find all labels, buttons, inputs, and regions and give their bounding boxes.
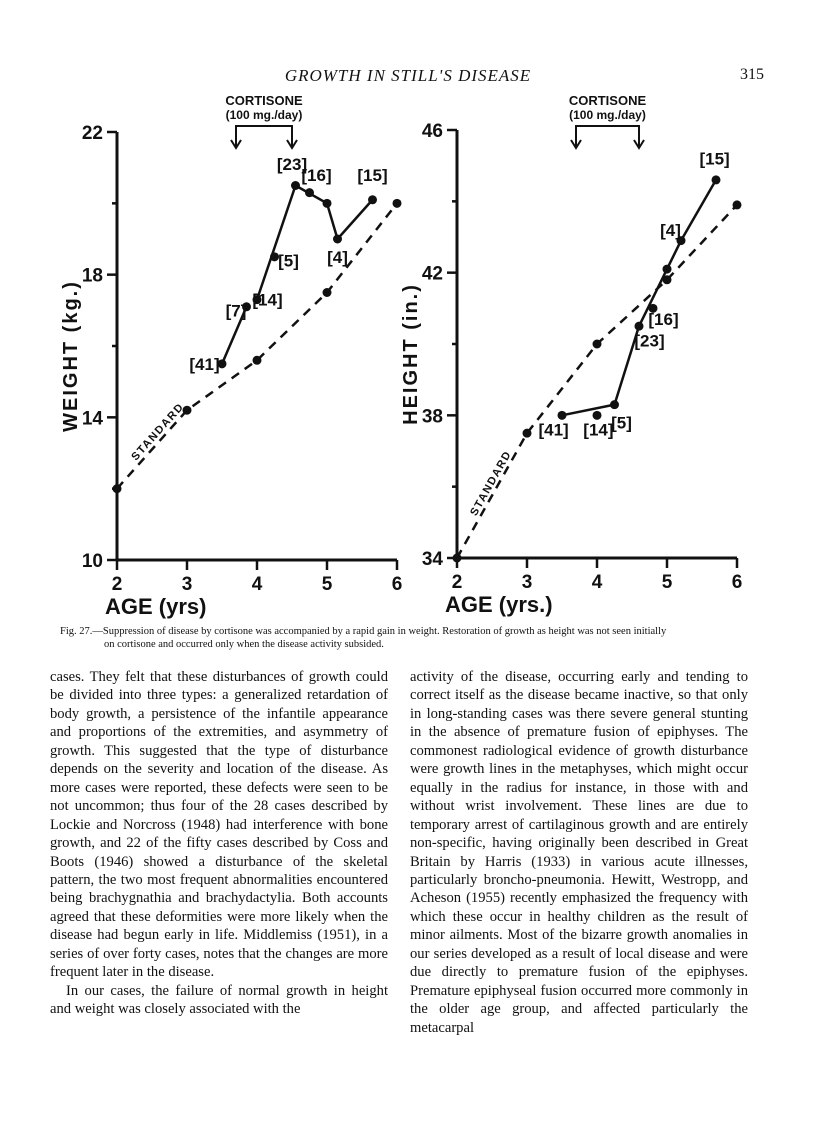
y-tick-label: 46 [421,121,443,142]
cortisone-label: CORTISONE [568,93,647,108]
patient-point-label: [41] [538,420,569,440]
y-axis-label: HEIGHT (in.) [400,283,422,425]
patient-point-label: [5] [278,251,299,271]
y-tick-label: 10 [81,551,103,572]
patient-point [323,199,332,208]
y-axis-label: WEIGHT (kg.) [60,280,82,432]
left-paragraph-1: cases. They felt that these disturbances of growth could be divided into three types: a generalized retardation of body growth, a persistence of the infantile appearance and proportions of the extremities, and asymmetry of growth. This suggested that the type of disturbance depends on the severity and location of the disease. As more cases were reported, these defects were seen to be not uncommon; thus four of the 28 cases described by Lockie and Norcross (1948) had interference with bone growth, and 22 of the fifty cases described by Coss and Boots (1946) showed a disturbance of the skeletal pattern, the two most frequent abnormalities encountered being brachygnathia and brachydactylia. Both accounts agreed that these deformities were more likely when the disease had begun early in life. Middlemiss (1951), in a series of over forty cases, notes that the changes are more frequent later in the disease. [50,669,388,981]
patient-point [663,265,672,274]
standard-label: STANDARD [129,400,187,464]
cortisone-label: CORTISONE [225,93,303,108]
patient-point-label: [14] [252,290,283,310]
patient-point-label: [7] [225,301,247,321]
patient-point-label: [23] [634,331,665,351]
height-chart [400,88,810,623]
x-tick-label: 2 [111,574,123,595]
cortisone-bracket [236,126,292,146]
y-tick-label: 42 [421,263,443,285]
patient-point-label: [4] [327,247,348,267]
standard-point [593,340,602,349]
right-column [410,668,748,1037]
x-tick-label: 4 [591,572,603,593]
caption-line-1: Fig. 27.—Suppression of disease by cortisone was accompanied by a rapid gain in weight. Restoration of growth as height was not seen initially [60,626,667,637]
y-tick-label: 38 [421,406,443,428]
x-tick-label: 4 [251,574,263,595]
patient-point [712,175,721,184]
x-tick-label: 2 [451,572,463,593]
standard-point [733,200,742,209]
patient-point [368,195,377,204]
patient-point-label: [15] [357,165,388,185]
x-tick-label: 3 [181,574,193,595]
patient-point-label: [14] [583,420,614,440]
page-number: 315 [740,66,764,83]
standard-point [323,288,332,297]
standard-point [253,356,262,365]
patient-point [291,181,300,190]
patient-point [333,235,342,244]
patient-point-label: [4] [660,220,681,240]
right-paragraph-1: activity of the disease, occurring early and tending to correct itself as the disease became inactive, so that only in long-standing cases was there severe general stunting in the absence of premature fusion of epiphyses. The commonest radiological evidence of growth disturbance were growth lines in the metaphyses, which might occur equally in the radius for instance, in those with and without wrist involvement. These lines are due to temporary arrest of cartilaginous growth and are entirely non-specific, having originally been described in Great Britain by Harris (1933) in various acute illnesses, particularly broncho-pneumonia. Hewitt, Westropp, and Acheson (1955) recently emphasized the frequency with which these occur in healthy children as the result of minor ailments. Most of the bizarre growth anomalies in our series developed as a result of local disease and were due directly to premature fusion of the epiphyses. Premature epiphyseal fusion occurred more commonly in the older age group, and affected particularly the metacarpal [410,669,748,1036]
patient-point [610,400,619,409]
patient-point-label: [16] [301,165,332,185]
patient-point-label: [5] [611,413,632,433]
standard-line [117,203,397,488]
caption-line-2: on cortisone and occurred only when the disease activity subsided. [104,639,384,650]
x-tick-label: 5 [661,572,673,593]
patient-point-label: [41] [189,354,220,374]
weight-chart [0,88,410,623]
cortisone-bracket [576,126,639,146]
left-column [50,668,388,1019]
y-tick-label: 34 [421,549,443,570]
patient-point [635,322,644,331]
y-tick-label: 14 [81,408,103,430]
standard-point [113,484,122,493]
left-paragraph-2: In our cases, the failure of normal growth in height and weight was closely associated with the [50,982,388,1018]
y-tick-label: 18 [81,265,103,287]
standard-point [523,429,532,438]
figure-caption [60,625,760,651]
patient-point-label: [23] [276,155,308,175]
patient-line-segment [338,200,373,239]
patient-line-segment [327,203,338,239]
patient-point-label: [16] [648,310,679,330]
patient-line-segment [257,186,296,300]
cortisone-dose-label: (100 mg./day) [569,108,646,122]
patient-point [558,411,567,420]
standard-point [453,554,462,563]
standard-label: STANDARD [468,448,515,519]
x-tick-label: 3 [521,572,533,593]
x-axis-label: AGE (yrs) [105,594,207,619]
patient-point [305,188,314,197]
standard-line [457,205,737,558]
x-tick-label: 5 [321,574,333,595]
x-tick-label: 6 [731,572,743,593]
patient-point [593,411,602,420]
x-axis-label: AGE (yrs.) [445,592,553,617]
running-title: GROWTH IN STILL'S DISEASE [284,66,532,85]
y-tick-label: 22 [81,123,103,144]
cortisone-dose-label: (100 mg./day) [225,108,303,122]
patient-line-segment [562,405,615,416]
x-tick-label: 6 [391,574,403,595]
patient-point-label: [15] [699,149,730,169]
